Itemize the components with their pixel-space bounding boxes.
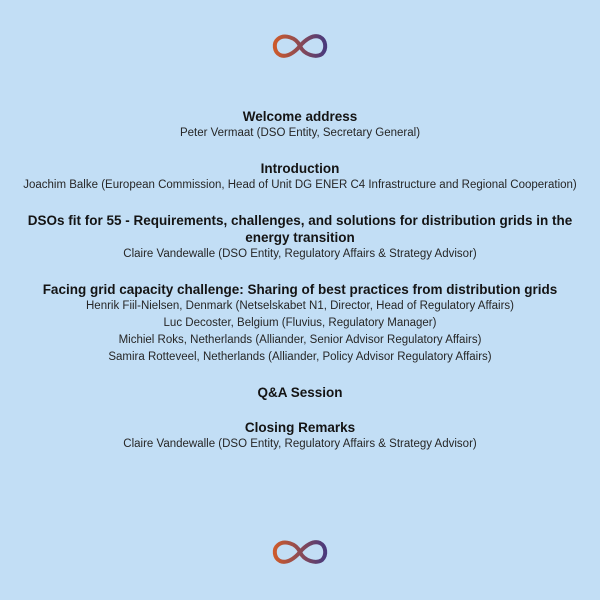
section-title: Introduction (260, 161, 340, 176)
agenda (20, 108, 580, 453)
agenda-section-closing (20, 419, 580, 453)
speaker-line: Samira Rotteveel, Netherlands (Alliander, Policy Advisor Regulatory Affairs) (108, 351, 492, 363)
infinity-logo-icon (270, 30, 330, 62)
speaker-line: Henrik Fiil-Nielsen, Denmark (Netselskabet N1, Director, Head of Regulatory Affairs) (86, 300, 514, 312)
section-title: DSOs fit for 55 - Requirements, challenges, and solutions for distribution grids in the energy transition (27, 213, 573, 245)
speaker-line: Claire Vandewalle (DSO Entity, Regulatory Affairs & Strategy Advisor) (123, 438, 477, 450)
agenda-section-introduction (20, 160, 580, 194)
speaker-line: Joachim Balke (European Commission, Head of Unit DG ENER C4 Infrastructure and Regional Cooperation) (23, 179, 577, 191)
speaker-line: Claire Vandewalle (DSO Entity, Regulatory Affairs & Strategy Advisor) (123, 248, 477, 260)
section-title: Closing Remarks (244, 420, 356, 435)
agenda-section-qa (20, 384, 580, 401)
section-title: Q&A Session (257, 385, 343, 400)
speaker-line: Peter Vermaat (DSO Entity, Secretary General) (179, 127, 421, 139)
section-title: Facing grid capacity challenge: Sharing of best practices from distribution grids (42, 282, 558, 297)
infinity-logo-icon (270, 536, 330, 568)
agenda-section-dsos-fit-for-55 (20, 212, 580, 263)
agenda-section-welcome (20, 108, 580, 142)
speaker-line: Michiel Roks, Netherlands (Alliander, Senior Advisor Regulatory Affairs) (118, 334, 482, 346)
section-title: Welcome address (242, 109, 358, 124)
speaker-line: Luc Decoster, Belgium (Fluvius, Regulatory Manager) (163, 317, 437, 329)
agenda-section-grid-capacity (20, 281, 580, 366)
